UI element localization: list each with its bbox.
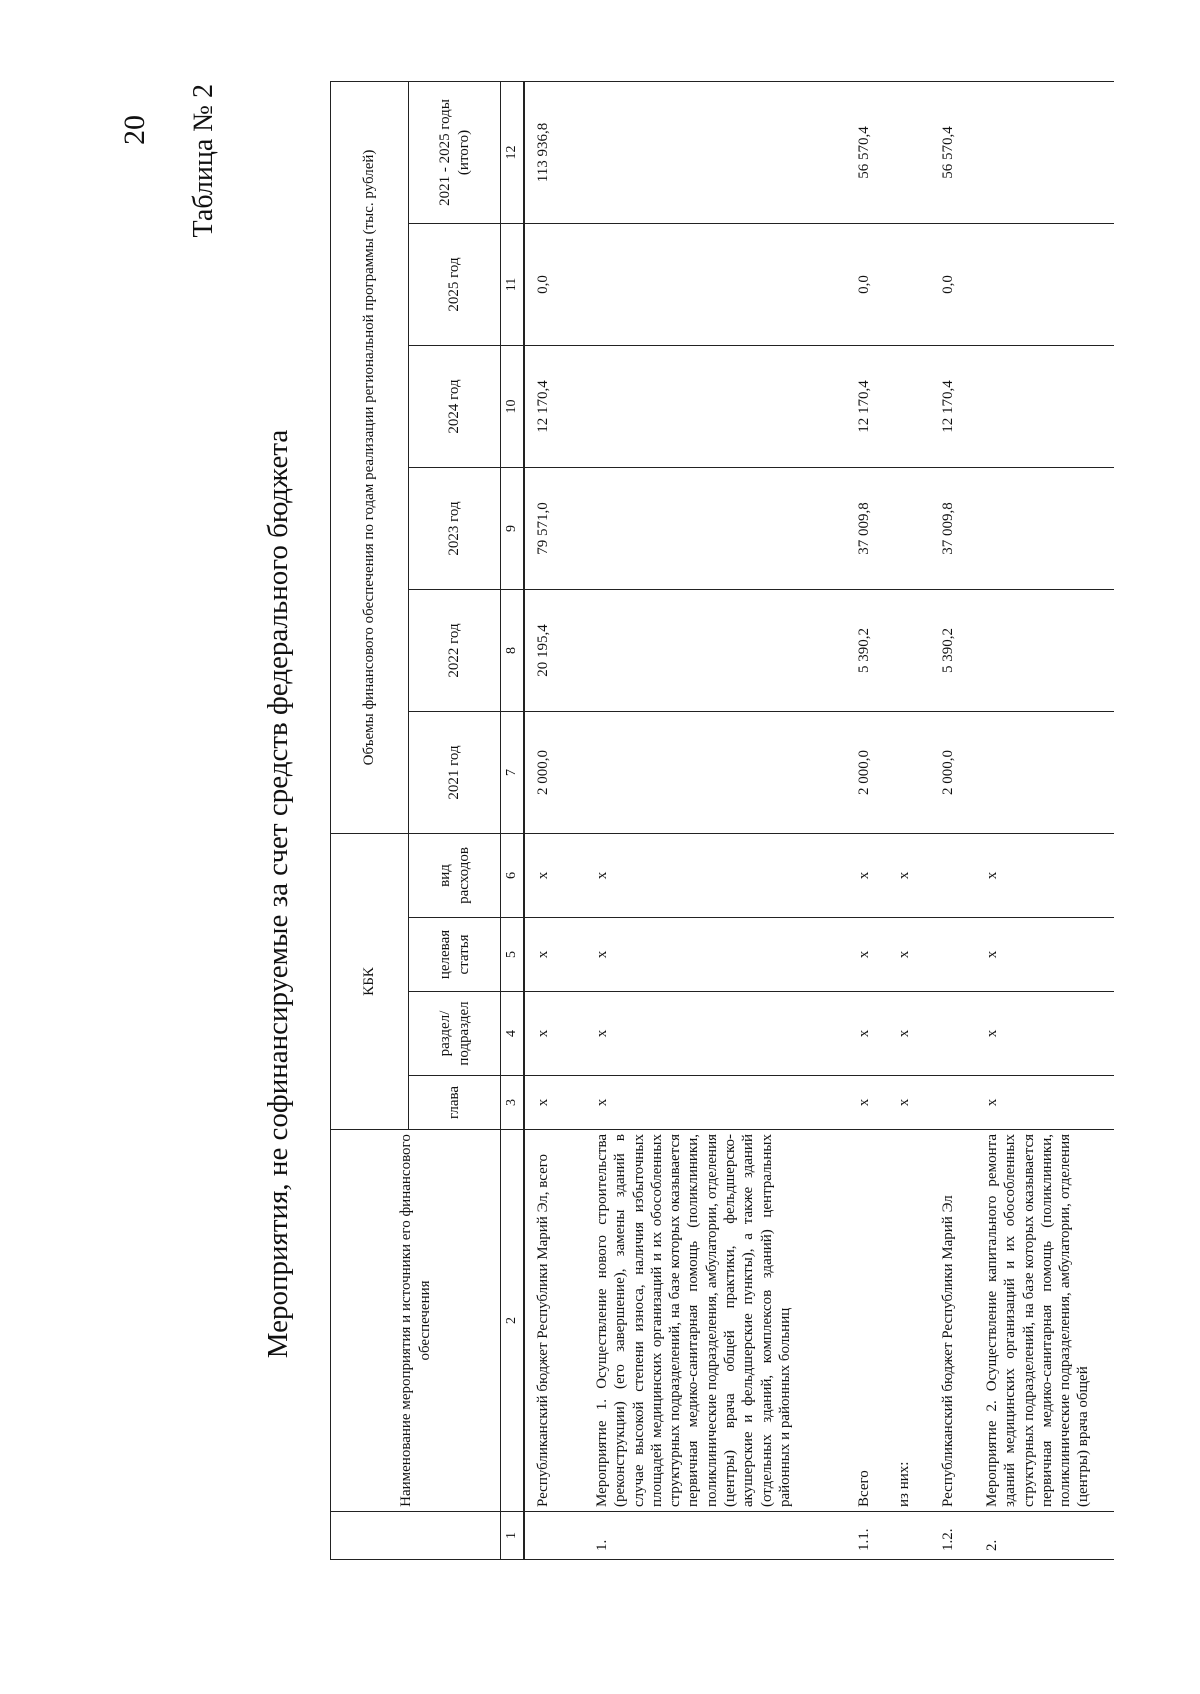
column-number: 5 [501, 918, 525, 992]
row-y2022: 5 390,2 [846, 590, 886, 712]
row-y2025 [974, 224, 1114, 346]
row-name: Республиканский бюджет Республики Марий Эл, всего [524, 1130, 584, 1512]
table-header [331, 81, 525, 1559]
row-y2022 [886, 590, 930, 712]
row-y2025: 0,0 [930, 224, 974, 346]
row-target [930, 918, 974, 992]
table-row [584, 81, 846, 1559]
column-number: 11 [501, 224, 525, 346]
row-chapter: х [584, 1076, 846, 1130]
column-number-row [501, 81, 525, 1559]
row-number: 2. [974, 1512, 1114, 1560]
table-row [846, 81, 886, 1559]
column-number: 1 [501, 1512, 525, 1560]
row-name: Всего [846, 1130, 886, 1512]
header-y2024: 2024 год [409, 346, 501, 468]
row-number: 1.2. [930, 1512, 974, 1560]
row-expense-type: х [974, 834, 1114, 918]
row-target: х [846, 918, 886, 992]
column-number: 7 [501, 712, 525, 834]
row-y2025 [886, 224, 930, 346]
row-name: Мероприятие 2. Осуществление капитального ремонта зданий медицинских организаций и их обособленных структурных подразделений, на базе которых оказывается первичная медико-санитарная помощь (поликлиники, поликлинические подразделения, амбулатории, отделения (центры) врача общей [974, 1130, 1114, 1512]
column-number: 2 [501, 1130, 525, 1512]
row-name: Мероприятие 1. Осуществление нового строительства (реконструкции) (его завершение), замены зданий в случае высокой степени износа, наличия избыточных площадей медицинских организаций и их обособленных структурных подразделений, на базе которых оказывается первичная медико-санитарная помощь (поликлиники, поликлинические подразделения, амбулатории, отделения (центры) врача общей практики, фельдшерско-акушерские и фельдшерские пункты), а также зданий (отдельных зданий, комплексов зданий) центральных районных и районных больниц [584, 1130, 846, 1512]
row-expense-type: х [524, 834, 584, 918]
row-target: х [584, 918, 846, 992]
header-y2023: 2023 год [409, 468, 501, 590]
row-y2021 [584, 712, 846, 834]
header-volumes: Объемы финансового обеспечения по годам реализации региональной программы (тыс. рублей) [331, 81, 409, 833]
column-number: 8 [501, 590, 525, 712]
row-number: 1.1. [846, 1512, 886, 1560]
row-total: 113 936,8 [524, 81, 584, 223]
row-y2022 [974, 590, 1114, 712]
row-y2024 [974, 346, 1114, 468]
table-row [974, 81, 1114, 1559]
header-expense-type: вид расходов [409, 834, 501, 918]
column-number: 3 [501, 1076, 525, 1130]
row-y2023 [974, 468, 1114, 590]
row-y2021 [974, 712, 1114, 834]
row-number: 1. [584, 1512, 846, 1560]
row-y2025 [584, 224, 846, 346]
row-y2021: 2 000,0 [930, 712, 974, 834]
row-y2024 [886, 346, 930, 468]
column-number: 9 [501, 468, 525, 590]
row-y2023: 37 009,8 [930, 468, 974, 590]
header-total: 2021 - 2025 годы (итого) [409, 81, 501, 223]
row-section [930, 992, 974, 1076]
row-section: х [974, 992, 1114, 1076]
row-number [886, 1512, 930, 1560]
row-y2021: 2 000,0 [524, 712, 584, 834]
table-label: Таблица № 2 [188, 84, 219, 238]
row-y2023: 37 009,8 [846, 468, 886, 590]
row-section: х [846, 992, 886, 1076]
header-name: Наименование мероприятия и источники его финансового обеспечения [331, 1130, 501, 1512]
row-chapter: х [846, 1076, 886, 1130]
page-title: Мероприятия, не софинансируемые за счет средств федерального бюджета [262, 429, 294, 1359]
page-number: 20 [118, 115, 151, 145]
row-total: 56 570,4 [930, 81, 974, 223]
row-y2023 [886, 468, 930, 590]
row-y2022 [584, 590, 846, 712]
header-target: целевая статья [409, 918, 501, 992]
header-y2022: 2022 год [409, 590, 501, 712]
column-number: 12 [501, 81, 525, 223]
row-chapter: х [524, 1076, 584, 1130]
row-y2023: 79 571,0 [524, 468, 584, 590]
column-number: 10 [501, 346, 525, 468]
table-row [524, 81, 584, 1559]
row-y2024: 12 170,4 [930, 346, 974, 468]
row-number [524, 1512, 584, 1560]
header-section: раздел/ подраздел [409, 992, 501, 1076]
row-expense-type: х [846, 834, 886, 918]
header-y2025: 2025 год [409, 224, 501, 346]
header-no [331, 1512, 501, 1560]
row-section: х [524, 992, 584, 1076]
row-target: х [524, 918, 584, 992]
row-y2022: 5 390,2 [930, 590, 974, 712]
header-y2021: 2021 год [409, 712, 501, 834]
row-expense-type: х [886, 834, 930, 918]
row-y2024: 12 170,4 [524, 346, 584, 468]
row-chapter: х [886, 1076, 930, 1130]
row-target: х [974, 918, 1114, 992]
row-expense-type [930, 834, 974, 918]
row-section: х [886, 992, 930, 1076]
row-y2023 [584, 468, 846, 590]
row-chapter: х [974, 1076, 1114, 1130]
column-number: 4 [501, 992, 525, 1076]
funding-table [330, 81, 1114, 1560]
row-y2021: 2 000,0 [846, 712, 886, 834]
row-name: из них: [886, 1130, 930, 1512]
row-name: Республиканский бюджет Республики Марий Эл [930, 1130, 974, 1512]
row-target: х [886, 918, 930, 992]
table-row [930, 81, 974, 1559]
row-y2024 [584, 346, 846, 468]
row-section: х [584, 992, 846, 1076]
row-total [584, 81, 846, 223]
row-y2021 [886, 712, 930, 834]
table-row [886, 81, 930, 1559]
row-expense-type: х [584, 834, 846, 918]
row-total [974, 81, 1114, 223]
header-kbk: КБК [331, 834, 409, 1130]
row-total: 56 570,4 [846, 81, 886, 223]
column-number: 6 [501, 834, 525, 918]
row-chapter [930, 1076, 974, 1130]
row-total [886, 81, 930, 223]
table-body [524, 81, 1114, 1559]
row-y2022: 20 195,4 [524, 590, 584, 712]
header-chapter: глава [409, 1076, 501, 1130]
row-y2024: 12 170,4 [846, 346, 886, 468]
row-y2025: 0,0 [846, 224, 886, 346]
row-y2025: 0,0 [524, 224, 584, 346]
